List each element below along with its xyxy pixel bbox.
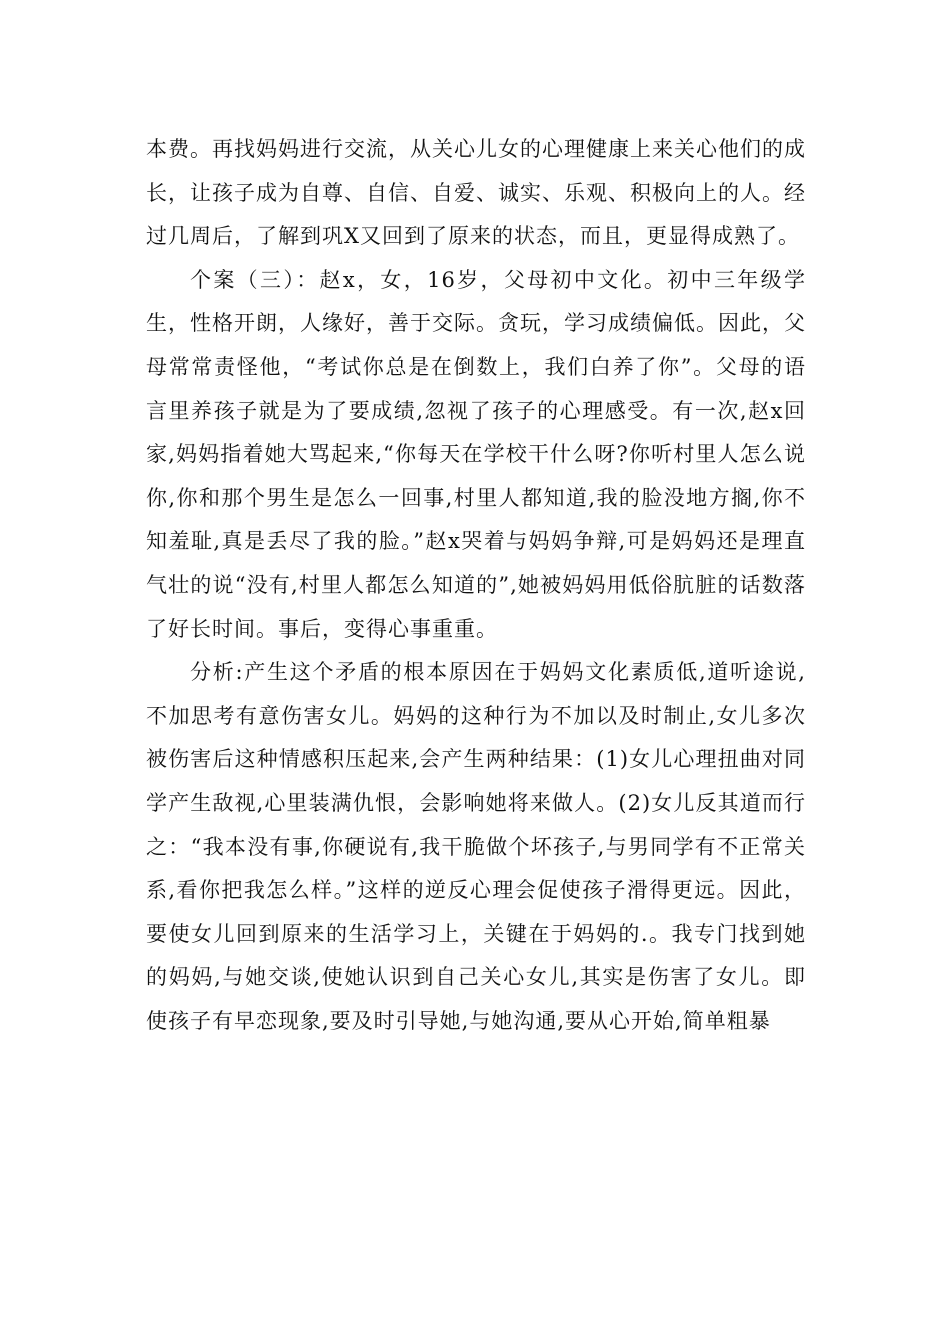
- document-body: [146, 128, 806, 1043]
- paragraph-continuation: 本费。再找妈妈进行交流，从关心儿女的心理健康上来关心他们的成长，让孩子成为自尊、自信、自爱、诚实、乐观、积极向上的人。经过几周后，了解到巩X又回到了原来的状态，而且，更显得成熟了。: [146, 137, 806, 249]
- paragraph-case-three: 个案（三）：赵x，女，16岁，父母初中文化。初中三年级学生，性格开朗，人缘好，善于交际。贪玩，学习成绩偏低。因此，父母常常责怪他，“考试你总是在倒数上，我们白养了你”。父母的语言里养孩子就是为了要成绩,忽视了孩子的心理感受。有一次,赵x回家,妈妈指着她大骂起来,“你每天在学校干什么呀?你听村里人怎么说你,你和那个男生是怎么一回事,村里人都知道,我的脸没地方搁,你不知羞耻,真是丢尽了我的脸。”赵x哭着与妈妈争辩,可是妈妈还是理直气壮的说“没有,村里人都怎么知道的”,她被妈妈用低俗肮脏的话数落了好长时间。事后，变得心事重重。: [146, 267, 806, 641]
- paragraph-analysis: 分析:产生这个矛盾的根本原因在于妈妈文化素质低,道听途说,不加思考有意伤害女儿。妈妈的这种行为不加以及时制止,女儿多次被伤害后这种情感积压起来,会产生两种结果：(1)女儿心理扭曲对同学产生敌视,心里装满仇恨，会影响她将来做人。(2)女儿反其道而行之：“我本没有事,你硬说有,我干脆做个坏孩子,与男同学有不正常关系,看你把我怎么样。”这样的逆反心理会促使孩子滑得更远。因此，要使女儿回到原来的生活学习上，关键在于妈妈的.。我专门找到她的妈妈,与她交谈,使她认识到自己关心女儿,其实是伤害了女儿。即使孩子有早恋现象,要及时引导她,与她沟通,要从心开始,简单粗暴: [146, 660, 806, 1033]
